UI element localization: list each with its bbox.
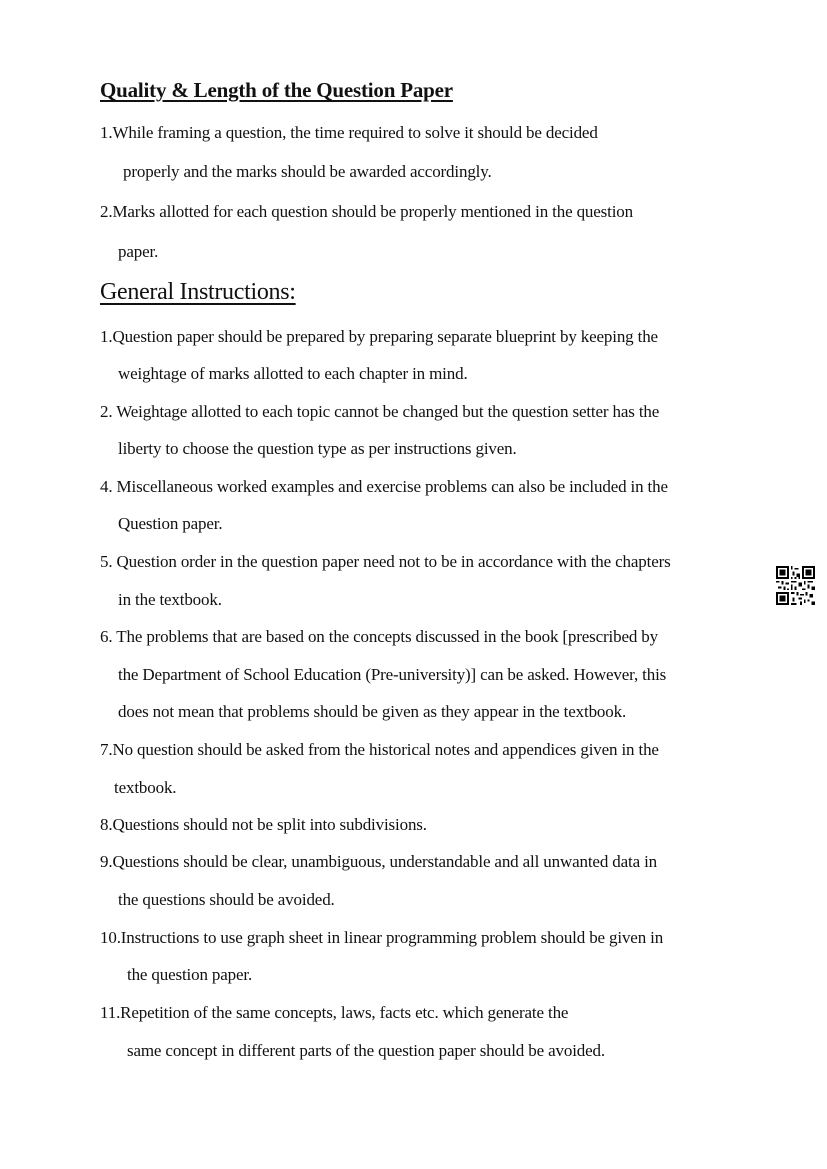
quality-section-title: Quality & Length of the Question Paper (100, 78, 453, 102)
general-item-11-line-2: same concept in different parts of the question paper should be avoided. (127, 1041, 605, 1060)
quality-item-2-line-1: 2.Marks allotted for each question should be properly mentioned in the question (100, 202, 633, 221)
general-item-9-line-1: 9.Questions should be clear, unambiguous, understandable and all unwanted data in (100, 852, 658, 871)
general-item-4-line-1: 4. Miscellaneous worked examples and exercise problems can also be included in the (100, 477, 668, 496)
quality-item-2-line-2: paper. (118, 242, 159, 261)
quality-item-1-line-1: 1.While framing a question, the time required to solve it should be decided (100, 123, 598, 142)
general-item-10-line-1: 10.Instructions to use graph sheet in linear programming problem should be given in (100, 928, 664, 947)
general-item-5-line-1: 5. Question order in the question paper need not to be in accordance with the chapters (100, 552, 671, 571)
general-item-5-line-2: in the textbook. (118, 590, 222, 609)
general-item-7-line-2: textbook. (114, 778, 177, 797)
general-item-7-line-1: 7.No question should be asked from the historical notes and appendices given in the (100, 740, 659, 759)
quality-item-1-line-2: properly and the marks should be awarded accordingly. (123, 162, 492, 181)
general-instructions-title: General Instructions: (100, 279, 296, 305)
general-item-6-line-2: the Department of School Education (Pre-university)] can be asked. However, this (118, 665, 667, 684)
general-item-11-line-1: 11.Repetition of the same concepts, laws, facts etc. which generate the (100, 1003, 569, 1022)
general-item-1-line-1: 1.Question paper should be prepared by preparing separate blueprint by keeping the (100, 327, 658, 346)
general-item-2-line-1: 2. Weightage allotted to each topic cannot be changed but the question setter has the (100, 402, 660, 421)
general-item-2-line-2: liberty to choose the question type as per instructions given. (118, 439, 517, 458)
general-item-9-line-2: the questions should be avoided. (118, 890, 335, 909)
general-item-4-line-2: Question paper. (118, 514, 223, 533)
general-item-8-line-1: 8.Questions should not be split into subdivisions. (100, 815, 427, 834)
qr-code-icon (776, 566, 815, 605)
general-item-6-line-1: 6. The problems that are based on the concepts discussed in the book [prescribed by (100, 627, 658, 646)
general-item-1-line-2: weightage of marks allotted to each chapter in mind. (118, 364, 468, 383)
general-item-10-line-2: the question paper. (127, 965, 253, 984)
general-item-6-line-3: does not mean that problems should be given as they appear in the textbook. (118, 702, 627, 721)
